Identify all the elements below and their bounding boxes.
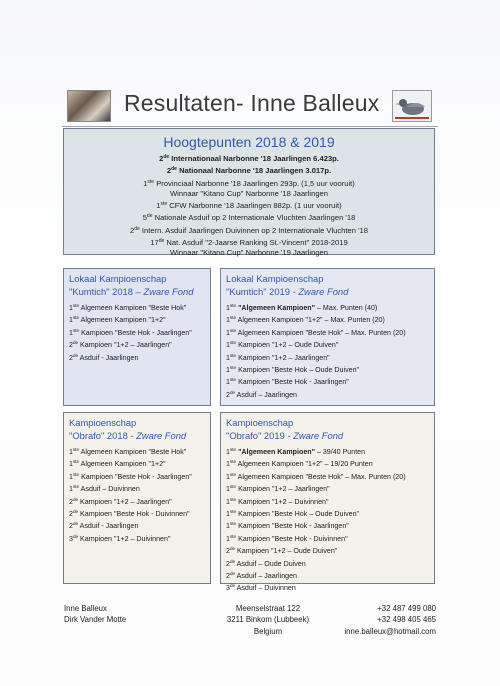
highlight-line — [64, 248, 434, 258]
rank-number: 3 — [69, 534, 73, 543]
rank-number: 1 — [226, 341, 230, 350]
result-text: Algemeen Kampioen "1+2" — [79, 460, 166, 469]
header-divider — [62, 126, 438, 127]
rank-number: 1 — [69, 485, 73, 494]
result-item — [226, 519, 429, 531]
result-text-rest: – 39/40 Punten — [314, 448, 366, 456]
rank-number: 2 — [226, 572, 230, 581]
box-obrafo-2018 — [63, 412, 211, 584]
box-subheading — [226, 285, 429, 298]
rank-suffix: de — [229, 558, 236, 564]
rank-suffix: ste — [72, 315, 80, 321]
result-text: Kampioen "1+2 – Jaarlingen" — [78, 497, 172, 506]
result-item — [226, 482, 429, 494]
box-subheading — [226, 429, 429, 442]
highlight-text: CFW Narbonne '18 Jaarlingen 882p. (1 uur vooruit) — [167, 201, 342, 211]
rank-suffix: ste — [160, 201, 168, 208]
result-item — [69, 482, 205, 494]
box-subheading-italic: – Zware Fond — [132, 286, 194, 297]
rank-number: 1 — [69, 328, 73, 337]
highlight-text: Nat. Asduif "2-Jaarse Ranking St.-Vincent" 2018-2019 — [164, 238, 348, 248]
box-subheading-main: "Kumtich" 2018 — [69, 286, 133, 297]
result-item — [69, 351, 205, 363]
page-title: Resultaten- Inne Balleux — [124, 90, 380, 116]
result-item — [226, 363, 429, 375]
result-text: Asduif – Jaarlingen — [235, 572, 297, 581]
rank-number: 1 — [226, 304, 230, 312]
rank-number: 1 — [226, 316, 230, 325]
rank-suffix: ste — [147, 178, 155, 185]
box-heading: Kampioenschap — [69, 417, 137, 428]
rank-number: 2 — [69, 522, 73, 531]
result-item — [226, 581, 429, 593]
highlight-line — [64, 236, 434, 248]
highlight-line — [64, 164, 434, 176]
rank-number: 2 — [226, 390, 230, 399]
result-text: Asduif - Jaarlingen — [78, 522, 139, 531]
result-item — [69, 532, 205, 544]
rank-suffix: de — [163, 154, 170, 160]
result-text: Kampioen "1+2 – Duivinnen" — [78, 534, 171, 543]
result-text: Kampioen "1+2 – Jaarlingen" — [236, 485, 330, 494]
footer-address-line: Meenselstraat 122 — [235, 604, 301, 613]
result-text: Kampioen "Beste Hok - Jaarlingen" — [236, 378, 349, 387]
rank-number: 1 — [226, 472, 230, 481]
rank-suffix: de — [171, 166, 177, 173]
result-item — [226, 326, 429, 338]
result-text: Kampioen "1+2 – Duivinnen" — [236, 497, 329, 506]
box-subheading-italic: - Zware Fond — [127, 430, 187, 441]
rank-suffix: de — [229, 571, 236, 577]
result-text: Asduif – Duivinnen — [79, 485, 140, 494]
highlight-line — [64, 152, 434, 164]
result-text: Kampioen "Beste Hok - Duivinnen" — [78, 510, 190, 519]
rank-number: 1 — [226, 497, 230, 506]
highlight-line — [64, 224, 434, 236]
rank-suffix: ste — [72, 459, 80, 465]
rank-number: 5 — [142, 213, 147, 223]
highlight-text: Winnaar "Kitano Cup" Narbonne '19 Jaarlingen — [170, 248, 328, 258]
highlight-text: Intern. Asduif Jaarlingen Duivinnen op 2 Internationale Vluchten '18 — [139, 225, 368, 235]
result-text: Kampioen "Beste Hok - Jaarlingen" — [236, 522, 349, 531]
rank-suffix: de — [72, 352, 79, 358]
rank-number: 1 — [226, 510, 230, 519]
rank-number: 1 — [69, 304, 73, 312]
result-text: Kampioen "1+2 – Oude Duiven" — [235, 547, 338, 556]
result-text: Kampioen "Beste Hok - Jaarlingen" — [79, 328, 192, 337]
rank-suffix: de — [134, 225, 140, 232]
footer-address-line: Belgium — [253, 626, 283, 636]
footer-phone: +32 498 405 465 — [377, 615, 436, 625]
highlight-line — [64, 177, 434, 189]
result-item — [226, 351, 429, 363]
rank-number: 1 — [226, 353, 230, 362]
box-subheading-main: "Obrafo" 2019 — [226, 430, 285, 441]
result-text: Asduif – Oude Duiven — [235, 559, 306, 568]
rank-suffix: ste — [229, 377, 237, 383]
rank-number: 1 — [69, 472, 73, 481]
highlight-text: Nationaal Narbonne '18 Jaarlingen 3.017p. — [176, 166, 332, 176]
result-text: Kampioen "1+2 – Jaarlingen" — [236, 353, 330, 362]
result-text: Kampioen "Beste Hok – Oude Duiven" — [236, 510, 360, 519]
highlight-text: Nationale Asduif op 2 Internationale Vluchten Jaarlingen '18 — [152, 213, 356, 223]
rank-suffix: de — [72, 521, 79, 527]
result-item — [226, 532, 429, 544]
result-item — [226, 457, 429, 469]
result-item — [69, 338, 205, 350]
result-item — [69, 470, 205, 482]
result-text: Algemeen Kampioen "Beste Hok" — [79, 448, 187, 456]
rank-suffix: ste — [229, 315, 237, 321]
highlight-text: Internationaal Narbonne '18 Jaarlingen 6.423p. — [169, 154, 339, 163]
rank-number: 1 — [226, 534, 230, 543]
rank-suffix: de — [229, 389, 236, 395]
footer-phone: +32 487 499 080 — [377, 604, 436, 613]
rank-suffix: ste — [229, 340, 237, 346]
header — [62, 88, 438, 124]
box-subheading-italic: - Zware Fond — [289, 286, 349, 297]
result-text: Algemeen Kampioen "1+2" – 19/20 Punten — [236, 460, 373, 469]
result-item — [226, 375, 429, 387]
box-heading: Kampioenschap — [226, 417, 294, 428]
rank-suffix: ste — [229, 484, 237, 490]
result-text: Asduif – Duivinnen — [235, 584, 296, 593]
box-heading: Lokaal Kampioenschap — [226, 273, 324, 284]
footer-address-line: 3211 Binkom (Lubbeek) — [226, 615, 310, 625]
result-text: Kampioen "1+2 – Oude Duiven" — [236, 341, 339, 350]
highlight-line — [64, 211, 434, 223]
rank-suffix: de — [72, 533, 79, 539]
box-list — [69, 445, 205, 544]
result-item — [226, 301, 429, 313]
rank-number: 1 — [226, 378, 230, 387]
rank-number: 2 — [69, 353, 73, 362]
footer-address — [218, 603, 318, 637]
highlight-line — [64, 199, 434, 211]
rank-suffix: ste — [72, 303, 80, 308]
result-text: Kampioen "1+2 – Jaarlingen" — [78, 341, 172, 350]
footer-names — [64, 603, 126, 626]
rank-number: 1 — [226, 485, 230, 494]
rank-number: 1 — [69, 448, 73, 456]
result-item — [69, 313, 205, 325]
box-heading: Lokaal Kampioenschap — [69, 273, 167, 284]
result-item — [69, 457, 205, 469]
rank-suffix: ste — [72, 447, 80, 452]
rank-suffix: de — [229, 546, 236, 552]
result-text: Algemeen Kampioen "1+2" – Max. Punten (20) — [236, 316, 385, 325]
rank-suffix: de — [72, 509, 79, 515]
result-item — [226, 495, 429, 507]
rank-number: 2 — [226, 559, 230, 568]
box-subheading-main: "Kumtich" 2019 — [226, 286, 290, 297]
box-subheading — [69, 429, 205, 442]
portrait-photo-icon — [67, 90, 111, 122]
result-item — [226, 445, 429, 457]
result-item — [69, 519, 205, 531]
rank-number: 1 — [69, 316, 73, 325]
box-kumtich-2018 — [63, 268, 211, 406]
result-item — [69, 445, 205, 457]
box-kumtich-2019 — [220, 268, 435, 406]
rank-suffix: ste — [72, 484, 80, 490]
rank-number: 2 — [69, 510, 73, 519]
result-text: Kampioen "Beste Hok – Oude Duiven" — [236, 366, 360, 375]
rank-suffix: ste — [229, 533, 237, 539]
result-item — [69, 301, 205, 313]
result-text: "Algemeen Kampioen" — [236, 304, 315, 312]
footer-email[interactable]: inne.balleux@hotmail.com — [344, 626, 436, 636]
result-item — [226, 557, 429, 569]
result-text: Kampioen "Beste Hok - Duivinnen" — [236, 534, 348, 543]
highlight-line — [64, 189, 434, 199]
rank-number: 1 — [226, 460, 230, 469]
result-item — [226, 338, 429, 350]
rank-suffix: ste — [72, 471, 80, 477]
box-list — [226, 445, 429, 594]
rank-number: 2 — [130, 225, 135, 235]
rank-suffix: ste — [229, 459, 237, 465]
rank-number: 2 — [159, 154, 164, 163]
result-text: Kampioen "Beste Hok - Jaarlingen" — [79, 472, 192, 481]
footer-contact — [344, 603, 436, 637]
rank-number: 1 — [226, 328, 230, 337]
rank-number: 1 — [226, 366, 230, 375]
highlights-box — [63, 128, 435, 258]
result-text: Algemeen Kampioen "Beste Hok" — [79, 304, 187, 312]
box-obrafo-2019 — [220, 412, 435, 593]
rank-number: 3 — [226, 584, 230, 593]
result-text: Asduif – Jaarlingen — [235, 390, 297, 399]
rank-number: 1 — [226, 522, 230, 531]
rank-suffix: ste — [229, 509, 237, 515]
result-text-rest: – Max. Punten (40) — [314, 304, 378, 312]
rank-number: 17 — [150, 238, 159, 248]
result-item — [69, 507, 205, 519]
result-text: Algemeen Kampioen "Beste Hok" – Max. Punten (20) — [236, 328, 406, 337]
rank-suffix: ste — [229, 471, 237, 477]
result-item — [226, 470, 429, 482]
box-subheading — [69, 285, 205, 298]
highlights-list — [64, 152, 434, 259]
rank-number: 1 — [226, 448, 230, 456]
rank-number: 2 — [69, 341, 73, 350]
box-subheading-main: "Obrafo" 2018 — [69, 430, 128, 441]
rank-number: 1 — [156, 201, 161, 211]
rank-suffix: ste — [72, 327, 80, 333]
rank-suffix: de — [72, 340, 79, 346]
result-text: "Algemeen Kampioen" — [236, 448, 315, 456]
rank-number: 1 — [69, 460, 73, 469]
result-item — [226, 569, 429, 581]
result-item — [69, 326, 205, 338]
result-item — [226, 388, 429, 400]
box-list — [226, 301, 429, 400]
result-text: Algemeen Kampioen "Beste Hok" – Max. Punten (20) — [236, 472, 406, 481]
rank-number: 2 — [226, 547, 230, 556]
rank-suffix: ste — [229, 521, 237, 527]
result-item — [69, 495, 205, 507]
result-text: Asduif - Jaarlingen — [78, 353, 139, 362]
footer-name: Inne Balleux — [64, 604, 107, 613]
box-subheading-italic: - Zware Fond — [284, 430, 344, 441]
highlight-text: Winnaar "Kitano Cup" Narbonne '18 Jaarlingen — [170, 188, 328, 198]
rank-suffix: ste — [229, 365, 237, 371]
result-text: Algemeen Kampioen "1+2" — [79, 316, 166, 325]
rank-number: 2 — [166, 166, 172, 176]
rank-number: 1 — [143, 178, 148, 188]
rank-suffix: ste — [229, 327, 237, 333]
rank-suffix: de — [72, 496, 79, 502]
pigeon-photo-icon — [392, 90, 432, 122]
result-item — [226, 507, 429, 519]
result-item — [226, 544, 429, 556]
rank-suffix: ste — [229, 352, 237, 358]
rank-suffix: de — [158, 238, 165, 245]
highlight-text: Provinciaal Narbonne '18 Jaarlingen 293p. (1,5 uur vooruit) — [154, 178, 355, 188]
box-list — [69, 301, 205, 363]
rank-number: 2 — [69, 497, 73, 506]
rank-suffix: de — [146, 213, 153, 220]
rank-suffix: ste — [229, 496, 237, 502]
highlights-title: Hoogtepunten 2018 & 2019 — [163, 134, 335, 150]
footer-name: Dirk Vander Motte — [64, 615, 127, 625]
rank-suffix: ste — [229, 447, 237, 452]
rank-suffix: de — [229, 583, 236, 589]
rank-suffix: ste — [229, 303, 237, 308]
result-item — [226, 313, 429, 325]
